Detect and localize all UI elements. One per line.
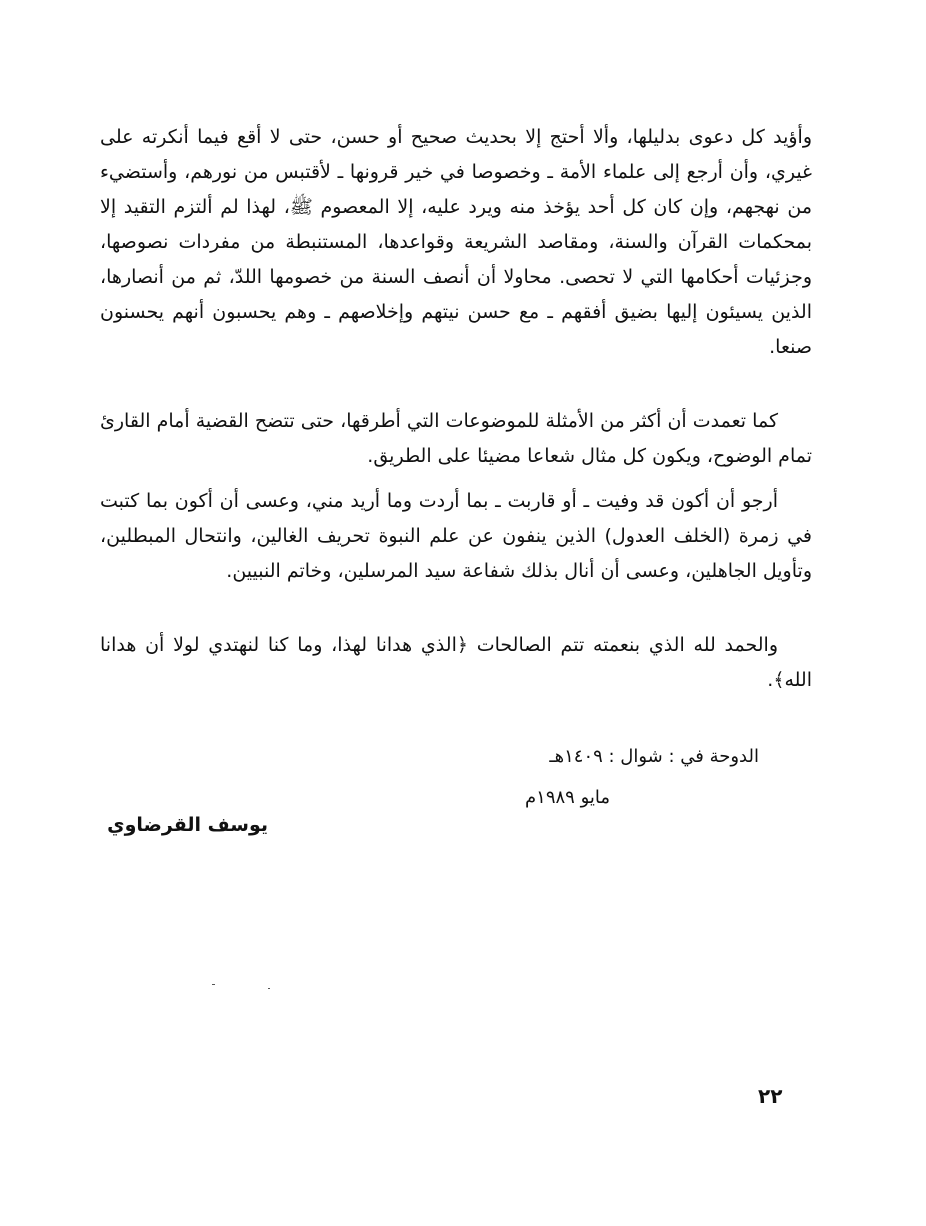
paragraph-1-text: وأؤيد كل دعوى بدليلها، وألا أحتج إلا بحديث صحيح أو حسن، حتى لا أقع فيما أنكرته على غيري، وأن أرجع إلى علماء الأمة ـ وخصوصا في خير قرونها ـ لأقتبس من نورهم، وأستضيء من نهجهم، وإن كان كل أحد يؤخذ منه ويرد عليه، إلا المعصوم ﷺ، لهذا لم ألتزم التقيد إلا بمحكمات القرآن والسنة، ومقاصد الشريعة وقواعدها، المستنبطة من مفردات نصوصها، وجزئيات أحكامها التي لا تحصى. محاولا أن أنصف السنة من خصومها اللدّ، ثم من أنصارها، الذين يسيئون إليها بضيق أفقهم ـ مع حسن نيتهم وإخلاصهم ـ وهم يحسبون أنهم يحسنون صنعا.: [100, 126, 812, 358]
page-number: ٢٢: [758, 1084, 783, 1108]
paragraph-2-text: كما تعمدت أن أكثر من الأمثلة للموضوعات التي أطرقها، حتى تتضح القضية أمام القارئ تمام الوضوح، ويكون كل مثال شعاعا مضيئا على الطريق.: [100, 410, 812, 467]
place-date-hijri: الدوحة في : شوال : ١٤٠٩هـ: [549, 746, 759, 767]
paragraph-4-text: والحمد لله الذي بنعمته تتم الصالحات ﴿الذي هدانا لهذا، وما كنا لنهتدي لولا أن هدانا الله﴾.: [100, 634, 812, 691]
date-gregorian: مايو ١٩٨٩م: [525, 787, 610, 808]
paragraph-1: [100, 120, 812, 365]
scan-speck: [268, 988, 270, 989]
paragraph-3-text: أرجو أن أكون قد وفيت ـ أو قاربت ـ بما أردت وما أريد مني، وعسى أن أكون بما كتبت في زمرة (الخلف العدول) الذين ينفون عن علم النبوة تحريف الغالين، وانتحال المبطلين، وتأويل الجاهلين، وعسى أن أنال بذلك شفاعة سيد المرسلين، وخاتم النبيين.: [100, 490, 812, 582]
paragraph-3: [100, 484, 812, 589]
paragraph-4: [100, 628, 812, 698]
author-signature: يوسف القرضاوي: [107, 814, 268, 836]
scan-speck: [212, 984, 215, 985]
paragraph-2: [100, 404, 812, 474]
